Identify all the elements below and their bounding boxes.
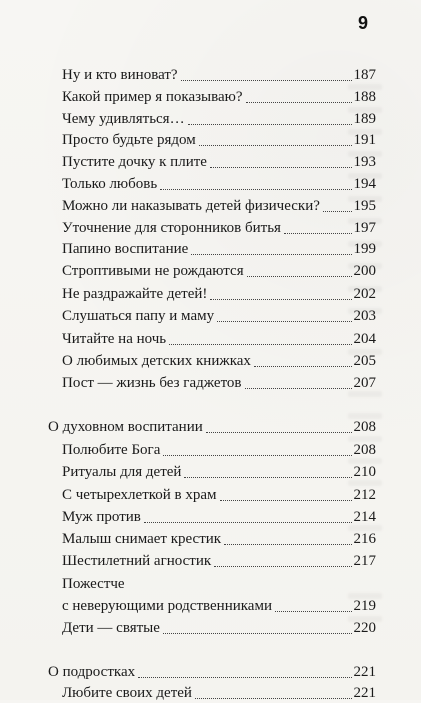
toc-entry-page: 217	[353, 553, 376, 569]
dot-leader	[163, 633, 352, 634]
toc-entry-page: 214	[353, 509, 376, 525]
page-number: 9	[357, 13, 368, 33]
toc-entry	[62, 463, 376, 482]
toc-entry-title: Чему удивляться…	[62, 111, 185, 127]
toc-entry	[62, 153, 376, 172]
toc-entry-page: 204	[353, 331, 376, 347]
toc-entry	[62, 307, 376, 326]
toc-entry-page: 199	[353, 241, 376, 257]
toc-entry-title: Только любовь	[62, 176, 158, 192]
toc-entry-title: Любите своих детей	[62, 685, 192, 701]
toc-entry-title-line1: Пожестче	[62, 576, 125, 592]
dot-leader	[323, 211, 352, 212]
dot-leader	[220, 500, 352, 501]
toc-section-title: О духовном воспитании	[48, 419, 203, 435]
toc-entry-page: 195	[353, 198, 376, 214]
toc-entry-title: Дети — святые	[62, 620, 160, 636]
dot-leader	[163, 455, 351, 456]
dot-leader	[217, 321, 351, 322]
toc-entry	[62, 175, 376, 194]
toc-entry-title: Малыш снимает крестик	[62, 531, 222, 547]
dot-leader	[245, 388, 352, 389]
toc-entry-page: 194	[353, 176, 376, 192]
toc-entry-title: Читайте на ночь	[62, 331, 167, 347]
toc-entry	[62, 131, 376, 150]
toc-entry	[62, 552, 376, 571]
dot-leader	[144, 522, 352, 523]
toc-entry-page: 193	[353, 154, 376, 170]
toc-entry	[62, 486, 376, 505]
toc-entry	[62, 619, 376, 638]
toc-entry-title: Уточнение для сторонников битья	[62, 220, 281, 236]
toc-entry-title: Можно ли наказывать детей физически?	[62, 198, 320, 214]
dot-leader	[199, 145, 352, 146]
toc-entry-page: 187	[353, 67, 376, 83]
toc-entry	[62, 66, 376, 85]
toc-entry-page: 219	[353, 598, 376, 614]
toc-entry	[62, 374, 376, 393]
toc-entry-page: 212	[353, 487, 376, 503]
toc-entry-page: 188	[353, 89, 376, 105]
toc-entry	[62, 240, 376, 259]
toc-entry	[62, 330, 376, 349]
toc-entry-page: 216	[353, 531, 376, 547]
dot-leader	[188, 124, 352, 125]
toc-entry	[62, 197, 376, 216]
toc-section-page: 208	[353, 419, 376, 435]
toc-section-heading	[48, 418, 376, 437]
toc-entry	[62, 597, 376, 616]
toc-entry-page: 202	[353, 286, 376, 302]
toc-entry-page: 205	[353, 353, 376, 369]
dot-leader	[224, 544, 351, 545]
toc-entry-page: 207	[353, 375, 376, 391]
dot-leader	[138, 677, 351, 678]
toc-entry	[62, 88, 376, 107]
dot-leader	[214, 566, 351, 567]
toc-entry-page: 208	[353, 442, 376, 458]
dot-leader	[191, 254, 351, 255]
toc-entry	[62, 262, 376, 281]
toc-entry-title-line2: с неверующими родственниками	[62, 598, 272, 614]
toc-entry-page: 191	[353, 132, 376, 148]
toc-entry	[62, 441, 376, 460]
toc-entry-title: О любимых детских книжках	[62, 353, 251, 369]
dot-leader	[254, 366, 352, 367]
dot-leader	[275, 611, 352, 612]
dot-leader	[210, 299, 351, 300]
toc-entry-title: Просто будьте рядом	[62, 132, 196, 148]
toc-section-page: 221	[353, 664, 376, 680]
toc-entry	[62, 219, 376, 238]
dot-leader	[247, 276, 352, 277]
toc-entry-page: 220	[353, 620, 376, 636]
toc-entry-title: Строптивыми не рождаются	[62, 263, 244, 279]
dot-leader	[195, 698, 352, 699]
toc-entry-title: Не раздражайте детей!	[62, 286, 208, 302]
toc-entry-title: Пост — жизнь без гаджетов	[62, 375, 242, 391]
toc-entry	[62, 530, 376, 549]
toc-section-title: О подростках	[48, 664, 136, 680]
dot-leader	[284, 233, 352, 234]
dot-leader	[169, 344, 351, 345]
dot-leader	[184, 477, 351, 478]
toc-entry-page: 189	[353, 111, 376, 127]
toc-entry-title: Папино воспитание	[62, 241, 189, 257]
toc-section-heading	[48, 663, 376, 682]
toc-entry-title: Ну и кто виноват?	[62, 67, 178, 83]
toc-entry-page: 197	[353, 220, 376, 236]
toc-entry-title: С четырехлеткой в храм	[62, 487, 217, 503]
toc-entry	[62, 684, 376, 703]
toc-entry-page: 221	[353, 685, 376, 701]
toc-entry-title: Полюбите Бога	[62, 442, 161, 458]
toc-entry-title: Ритуалы для детей	[62, 464, 182, 480]
toc-entry	[62, 352, 376, 371]
toc-entry-page: 203	[353, 308, 376, 324]
dot-leader	[181, 80, 352, 81]
toc-entry-title: Какой пример я показываю?	[62, 89, 243, 105]
toc-entry-title: Шестилетний агностик	[62, 553, 212, 569]
toc-entry-title: Муж против	[62, 509, 141, 525]
toc-entry	[62, 110, 376, 129]
dot-leader	[210, 167, 352, 168]
toc-entry	[62, 508, 376, 527]
dot-leader	[206, 432, 352, 433]
toc-entry-page: 210	[353, 464, 376, 480]
dot-leader	[246, 102, 352, 103]
toc-entry-page: 200	[353, 263, 376, 279]
toc-entry-title: Пустите дочку к плите	[62, 154, 207, 170]
toc-entry	[62, 285, 376, 304]
toc-entry-title: Слушаться папу и маму	[62, 308, 215, 324]
dot-leader	[160, 189, 351, 190]
